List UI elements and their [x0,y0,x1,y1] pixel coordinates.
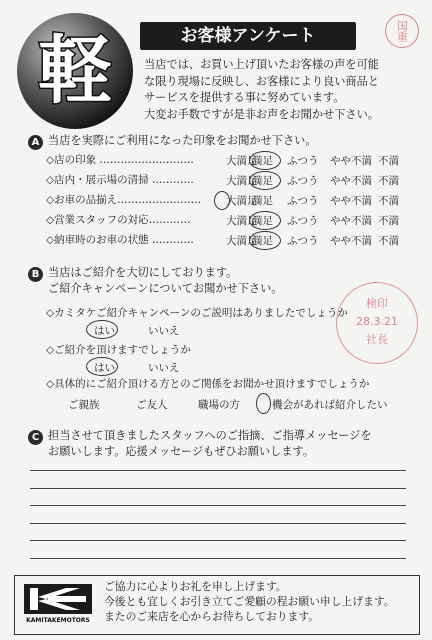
comment-line[interactable] [30,523,406,524]
selection-circle [86,320,118,339]
selection-circle [249,231,281,250]
rating-option[interactable]: 不満 [378,195,399,207]
rating-option[interactable]: 満足 [252,155,273,167]
rating-option[interactable]: ふつう [287,195,319,207]
comment-line[interactable] [30,540,406,541]
selection-circle [249,151,281,170]
b1-yes-option[interactable]: はい [94,325,115,337]
selection-circle [86,357,118,376]
intro-line: サービスを提供する事に努めています。 [144,91,345,105]
stamp-text: 社長 [366,333,388,346]
logo-character: 軽 [38,28,112,114]
rating-option[interactable]: やや不満 [330,195,372,207]
question-b3: ◇具体的にご紹介頂ける方とのご関係をお聞かせ頂けますでしょうか [46,378,370,390]
b1-no-option[interactable]: いいえ [148,325,180,337]
rating-option[interactable]: やや不満 [330,155,372,167]
rating-option[interactable]: 満足 [252,215,273,227]
rating-option[interactable]: 不満 [378,155,399,167]
b2-no-option[interactable]: いいえ [148,362,180,374]
rating-option[interactable]: 不満 [378,175,399,187]
section-b-title-2: ご紹介キャンペーンについてお聞かせ下さい。 [48,282,283,295]
rating-option[interactable]: 不満 [378,215,399,227]
question-b2: ◇ご紹介を頂けますでしょうか [46,344,191,356]
rating-option[interactable]: やや不満 [330,235,372,247]
rating-option[interactable]: やや不満 [330,215,372,227]
rating-option[interactable]: 大満足 [226,235,258,247]
selection-circle [256,393,271,414]
b3-option-coworker[interactable]: 職場の方 [198,399,240,411]
selection-circle [249,211,281,230]
selection-circle [249,171,281,190]
section-a-badge: A [28,135,43,150]
stamp-date: 28.3.21 [356,315,398,328]
rating-option[interactable]: 大満足 [226,215,258,227]
stamp-text: 検印 [366,297,388,310]
rating-row-label: ◇店の印象 ……………………… [46,154,194,166]
intro-line: 当店では、お買い上げ頂いたお客様の声を可能 [144,58,379,71]
rating-row-label: ◇お車の品揃え…………………… [46,194,202,206]
rating-option[interactable]: ふつう [287,175,319,187]
rating-option[interactable]: 満足 [252,195,273,207]
rating-option[interactable]: 大満足 [226,175,258,187]
section-c-badge: C [28,430,43,445]
b3-option-friend[interactable]: ご友人 [136,399,168,411]
section-b-title-1: 当店はご紹介を大切にしております。 [48,266,238,279]
kei-logo [14,10,136,132]
rating-option[interactable]: ふつう [287,155,319,167]
rating-row-label: ◇営業スタッフの対応………… [46,214,191,226]
question-b1: ◇カミタケご紹介キャンペーンのご説明はありましたでしょうか [46,307,348,319]
brand-name: KAMITAKEMOTORS [26,617,90,624]
approval-stamp [384,14,420,48]
footer-message [104,579,395,624]
comment-line[interactable] [30,558,406,559]
intro-line: な限り現場に反映し、お客様により良い商品と [144,74,379,88]
intro-line: 大変お手数ですが是非お声をお聞かせ下さい。 [144,107,379,121]
rating-option[interactable]: 大満足 [226,155,258,167]
rating-option[interactable]: 大満足 [226,195,258,207]
section-c-title-2: お願いします。応援メッセージもぜひお願いします。 [48,445,315,458]
rating-option[interactable]: やや不満 [330,175,372,187]
intro-text [144,57,428,123]
comment-line[interactable] [30,505,406,506]
b3-option-family[interactable]: ご親族 [68,399,100,411]
section-a-title: 当店を実際にご利用になった印象をお聞かせ下さい。 [48,134,317,147]
section-c-title-1: 担当させて頂きましたスタッフへのご指摘、ご指導メッセージを [48,429,372,442]
stamp-text: 国重 [395,20,409,42]
b3-option-opportunity[interactable]: 機会があれば紹介したい [272,399,388,411]
rating-row-label: ◇店内・展示場の清掃 ………… [46,174,194,186]
rating-option[interactable]: 満足 [252,175,273,187]
rating-option[interactable]: 満足 [252,235,273,247]
section-b-badge: B [28,267,43,282]
inspection-stamp [336,282,418,364]
comment-line[interactable] [30,470,406,471]
selection-circle [214,191,230,210]
footer-line: 今後とも宜しくお引き立てご愛顧の程お願い申し上げます。 [104,595,395,608]
kamitake-logo [22,583,94,625]
rating-row-label: ◇納車時のお車の状態 ………… [46,234,194,246]
comment-line[interactable] [30,488,406,489]
rating-option[interactable]: 不満 [378,235,399,247]
b2-yes-option[interactable]: はい [94,362,115,374]
rating-option[interactable]: ふつう [287,215,319,227]
page-title: お客様アンケート [140,22,356,50]
footer-line: またのご来店を心からお待ちしております。 [104,610,320,623]
rating-option[interactable]: ふつう [287,235,319,247]
footer-line: ご協力に心よりお礼を申し上げます。 [104,580,287,593]
